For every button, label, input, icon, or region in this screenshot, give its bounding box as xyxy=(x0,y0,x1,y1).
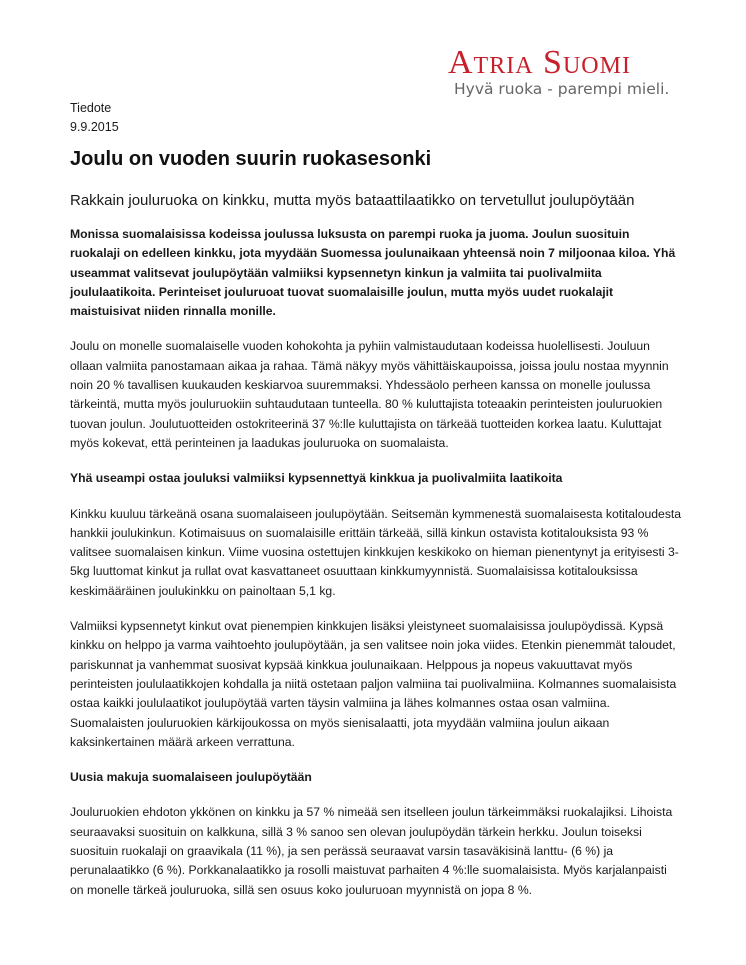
atria-suomi-logo xyxy=(428,40,678,110)
section-heading-new-flavors: Uusia makuja suomalaiseen joulupöytään xyxy=(70,770,312,785)
section-heading-ham: Yhä useampi ostaa jouluksi valmiiksi kypsennettyä kinkkua ja puolivalmiita laatikoita xyxy=(70,471,563,486)
document-type: Tiedote xyxy=(70,101,112,115)
document-date: 9.9.2015 xyxy=(70,120,119,134)
lead-paragraph: Monissa suomalaisissa kodeissa joulussa luksusta on parempi ruoka ja juoma. Joulun suosituin ruokalaji on edelleen kinkku, jota myydään Suomessa joulunaikaan yhteensä noin 7 miljoonaa kiloa. Yhä useammat valitsevat joulupöytään valmiiksi kypsennetyn kinkun ja valmiita tai puolivalmiita joululaatikoita. Perinteiset jouluruoat tuovat suomalaisille joulun, mutta myös uudet ruokalajit maistuisivat niiden rinnalla monille. xyxy=(70,227,676,319)
body-paragraph: Valmiiksi kypsennetyt kinkut ovat pienempien kinkkujen lisäksi yleistyneet suomalaisissa joulupöydissä. Kypsä kinkku on helppo ja varma vaihtoehto joulupöytään, ja sen valitsee noin joka viides. Etenkin pienemmät taloudet, pariskunnat ja vanhemmat suosivat kypsää kinkkua joulunaikaan. Helppous ja nopeus vakuuttavat myös perinteisten joululaatikkojen kohdalla ja niitä ostetaan paljon valmiina tai puolivalmiina. Kolmannes suomalaisista ostaa kaikki joululaatikot joulupöytää varten täysin valmiina ja lähes kolmannes ostaa osan valmiina. Suomalaisten jouluruokien kärkijoukossa on myös sienisalaatti, jota myydään valmiina joulun aikaan kaksinkertainen määrä arkeen verrattuna. xyxy=(70,619,677,749)
body-paragraph: Jouluruokien ehdoton ykkönen on kinkku ja 57 % nimeää sen itselleen joulun tärkeimmäksi ruokalajiksi. Lihoista seuraavaksi suosituin on kalkkuna, sillä 3 % sanoo sen olevan joulupöydän tärkein herkku. Joulun toiseksi suosituin ruokalaji on graavikala (11 %), ja sen perässä seuraavat varsin tasaväkisinä lanttu- (6 %) ja perunalaatikko (6 %). Porkkanalaatikko ja rosolli maistuvat parhaiten 4 %:lle suomalaisista. Myös karjalanpaisti on monelle tärkeä jouluruoka, sillä sen osuus koko jouluruoan myynnistä on jopa 8 %. xyxy=(70,805,673,897)
logo-wordmark: Atria Suomi xyxy=(448,44,631,81)
document-meta xyxy=(70,99,119,137)
body-paragraph: Joulu on monelle suomalaiselle vuoden kohokohta ja pyhiin valmistaudutaan kodeissa huolellisesti. Jouluun ollaan valmiita panostamaan aikaa ja rahaa. Tämä näkyy myös vähittäiskaupoissa, joissa joulu nostaa myynnin noin 20 % tavallisen kuukauden keskiarvoa suuremmaksi. Yhdessäolo perheen kanssa on monelle joulussa tärkeintä, mutta myös jouluruokiin suhtaudutaan tunteella. 80 % kuluttajista toteaakin perinteisten jouluruokien tuovan joulun. Joulutuotteiden ostokriteerinä 37 %:lle kuluttajista on tärkeää tuotteiden korkea laatu. Kuluttajat myös kokevat, että perinteinen ja laadukas jouluruoka on suomalaista. xyxy=(70,339,669,450)
logo-tagline: Hyvä ruoka - parempi mieli. xyxy=(454,80,670,98)
article-body xyxy=(70,225,682,916)
body-paragraph: Kinkku kuuluu tärkeänä osana suomalaiseen joulupöytään. Seitsemän kymmenestä suomalaisesta kotitaloudesta hankkii joulukinkun. Kotimaisuus on suomalaisille erittäin tärkeää, sillä kinkun ostavista kotitalouksista 93 % valitsee suomalaisen kinkun. Viime vuosina ostettujen kinkkujen keskikoko on hieman pienentynyt ja erityisesti 3-5kg luuttomat kinkut ja rullat ovat kasvattaneet osuuttaan kinkkumyynnistä. Suomalaisissa kotitalouksissa keskimääräinen joulukinkku on painoltaan 5,1 kg. xyxy=(70,506,682,598)
page-subtitle: Rakkain jouluruoka on kinkku, mutta myös bataattilaatikko on tervetullut joulupöytään xyxy=(70,192,635,209)
page-title: Joulu on vuoden suurin ruokasesonki xyxy=(70,148,432,170)
